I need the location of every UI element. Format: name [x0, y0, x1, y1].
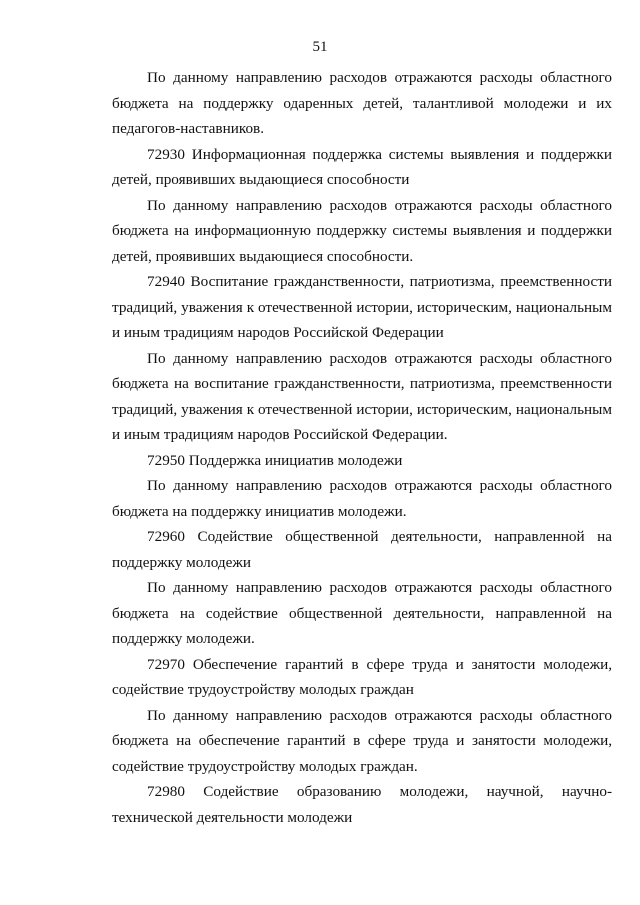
paragraph-item-heading: 72950 Поддержка инициатив молодежи [147, 451, 403, 469]
paragraph-description: По данному направлению расходов отражаются расходы областного бюджета на информационную поддержку системы выявления и поддержки детей, проявивших выдающиеся способности. [112, 196, 612, 265]
paragraph-description: По данному направлению расходов отражаются расходы областного бюджета на содействие общественной деятельности, направленной на поддержку молодежи. [112, 579, 612, 647]
paragraph-description: По данному направлению расходов отражаются расходы областного бюджета на поддержку одаренных детей, талантливой молодежи и их педагогов-наставников. [112, 69, 612, 137]
paragraph-description: По данному направлению расходов отражаются расходы областного бюджета на воспитание гражданственности, патриотизма, преемственности традиций, уважения к отечественной истории, историческим, национальным и иным традициям народов Российской Федерации. [112, 349, 612, 443]
page-number: 51 [312, 39, 328, 55]
paragraph-item-heading: 72970 Обеспечение гарантий в сфере труда и занятости молодежи, содействие трудоустройству молодых граждан [112, 655, 612, 698]
paragraph-description: По данному направлению расходов отражаются расходы областного бюджета на поддержку инициатив молодежи. [112, 477, 612, 520]
paragraph-item-heading: 72960 Содействие общественной деятельности, направленной на поддержку молодежи [112, 528, 612, 571]
paragraph-item-heading: 72930 Информационная поддержка системы выявления и поддержки детей, проявивших выдающиеся способности [112, 145, 612, 188]
paragraph-description: По данному направлению расходов отражаются расходы областного бюджета на обеспечение гарантий в сфере труда и занятости молодежи, содействие трудоустройству молодых граждан. [112, 706, 612, 775]
paragraph-item-heading: 72980 Содействие образованию молодежи, научной, научно-технической деятельности молодежи [112, 783, 612, 826]
paragraph-item-heading: 72940 Воспитание гражданственности, патриотизма, преемственности традиций, уважения к отечественной истории, историческим, национальным и иным традициям народов Российской Федерации [112, 273, 612, 341]
document-body [112, 65, 612, 830]
